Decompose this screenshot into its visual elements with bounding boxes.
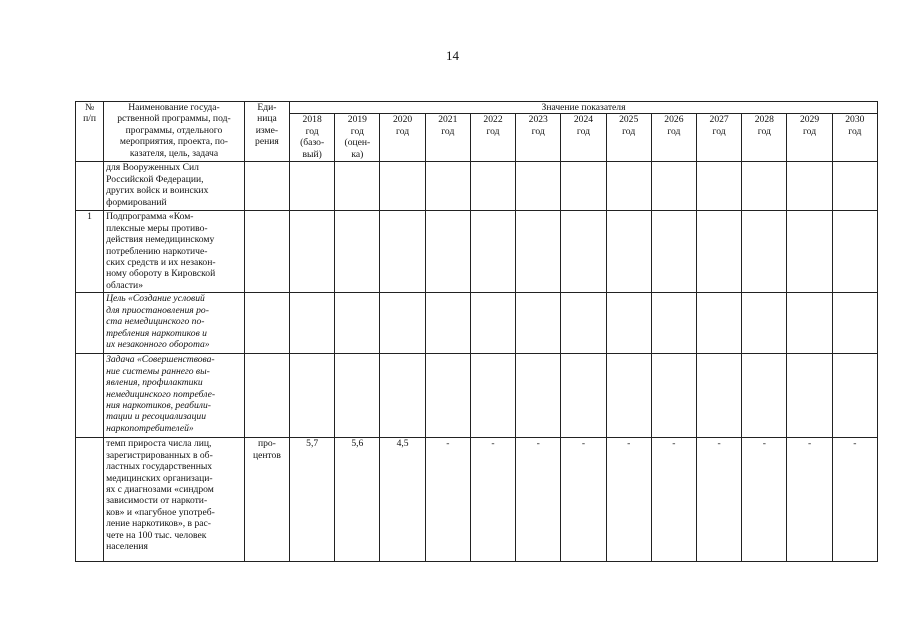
header-year: 2030 год: [832, 114, 877, 162]
row-value: [516, 354, 561, 438]
header-year: 2026 год: [651, 114, 696, 162]
row-value: [470, 162, 515, 211]
row-value: [606, 211, 651, 293]
header-year: 2019 год (оцен- ка): [335, 114, 380, 162]
row-value: -: [470, 438, 515, 562]
row-value: -: [832, 438, 877, 562]
goal-text: Цель «Создание условий для приостановления ро- ста немедицинского по- требления наркотиков и их незаконного оборота»: [104, 293, 245, 354]
row-value: [516, 293, 561, 354]
table-header: [76, 102, 878, 162]
row-value: -: [787, 438, 832, 562]
header-year: 2029 год: [787, 114, 832, 162]
row-value: [380, 162, 425, 211]
row-name: для Вооруженных Сил Российской Федерации, других войск и воинских формирований: [104, 162, 245, 211]
row-value: [787, 354, 832, 438]
row-value: [787, 211, 832, 293]
row-value: [697, 354, 742, 438]
row-unit: [244, 211, 289, 293]
row-value: [561, 211, 606, 293]
row-value: [516, 211, 561, 293]
row-value: [606, 162, 651, 211]
header-unit: Еди- ница изме- рения: [244, 102, 289, 162]
row-value: [380, 293, 425, 354]
row-value: [651, 293, 696, 354]
page-number: 14: [446, 48, 459, 63]
header-num: № п/п: [76, 102, 104, 162]
row-value: [697, 293, 742, 354]
row-value: [606, 354, 651, 438]
row-value: -: [516, 438, 561, 562]
row-value: 4,5: [380, 438, 425, 562]
header-year: 2021 год: [425, 114, 470, 162]
row-value: [561, 293, 606, 354]
row-value: [290, 354, 335, 438]
row-value: [380, 354, 425, 438]
row-unit: [244, 162, 289, 211]
row-value: [425, 211, 470, 293]
row-value: -: [561, 438, 606, 562]
row-value: [742, 354, 787, 438]
header-year: 2025 год: [606, 114, 651, 162]
row-value: [425, 354, 470, 438]
row-value: [697, 211, 742, 293]
row-value: [425, 293, 470, 354]
header-name: Наименование госуда- рственной программы, под- программы, отдельного мероприятия, проекта, по- казателя, цель, задача: [104, 102, 245, 162]
row-value: 5,6: [335, 438, 380, 562]
row-value: [335, 354, 380, 438]
task-text: Задача «Совершенствова- ние системы раннего вы- явления, профилактики немедицинского потребле- ния наркотиков, реабили- тации и ресоциализации наркопотребителей»: [104, 354, 245, 438]
row-value: [787, 293, 832, 354]
row-value: [290, 211, 335, 293]
header-year: 2020 год: [380, 114, 425, 162]
row-value: [742, 162, 787, 211]
row-value: [561, 162, 606, 211]
row-value: -: [697, 438, 742, 562]
row-value: [470, 211, 515, 293]
row-value: [290, 162, 335, 211]
header-year: 2023 год: [516, 114, 561, 162]
indicator-text: темп прироста числа лиц, зарегистрированных в об- ластных государственных медицинских организаци- ях с диагнозами «синдром зависимости от наркоти- ков» и «пагубное употреб- ление наркотиков», в рас- чете на 100 тыс. человек населения: [104, 438, 245, 562]
table-row: [76, 354, 878, 438]
row-value: [832, 162, 877, 211]
row-name: Подпрограмма «Ком- плексные меры противо- действия немедицинскому потреблению наркотиче- ских средств и их незакон- ному обороту в Кировской области»: [104, 211, 245, 293]
row-num: 1: [76, 211, 104, 293]
row-num: [76, 293, 104, 354]
row-value: [832, 354, 877, 438]
row-unit: [244, 293, 289, 354]
header-year: 2022 год: [470, 114, 515, 162]
row-value: [832, 293, 877, 354]
row-value: -: [742, 438, 787, 562]
row-value: [561, 354, 606, 438]
header-year: 2028 год: [742, 114, 787, 162]
header-year: 2018 год (базо- вый): [290, 114, 335, 162]
row-value: [697, 162, 742, 211]
row-value: [470, 293, 515, 354]
indicators-table: [75, 101, 878, 562]
row-num: [76, 438, 104, 562]
row-value: [470, 354, 515, 438]
row-value: [380, 211, 425, 293]
row-value: [742, 293, 787, 354]
row-num: [76, 162, 104, 211]
row-value: [742, 211, 787, 293]
row-value: [651, 162, 696, 211]
header-year: 2027 год: [697, 114, 742, 162]
row-value: [606, 293, 651, 354]
table-row: [76, 438, 878, 562]
row-value: [651, 211, 696, 293]
row-value: -: [606, 438, 651, 562]
row-value: [651, 354, 696, 438]
row-value: [290, 293, 335, 354]
row-value: [335, 293, 380, 354]
table-row: [76, 162, 878, 211]
row-value: 5,7: [290, 438, 335, 562]
row-value: [516, 162, 561, 211]
table-row: [76, 293, 878, 354]
row-unit: [244, 354, 289, 438]
row-num: [76, 354, 104, 438]
row-value: [425, 162, 470, 211]
header-values-title: Значение показателя: [290, 102, 878, 114]
row-value: -: [425, 438, 470, 562]
table-row: [76, 211, 878, 293]
row-unit: про- центов: [244, 438, 289, 562]
row-value: -: [651, 438, 696, 562]
header-year: 2024 год: [561, 114, 606, 162]
row-value: [787, 162, 832, 211]
row-value: [832, 211, 877, 293]
row-value: [335, 162, 380, 211]
row-value: [335, 211, 380, 293]
